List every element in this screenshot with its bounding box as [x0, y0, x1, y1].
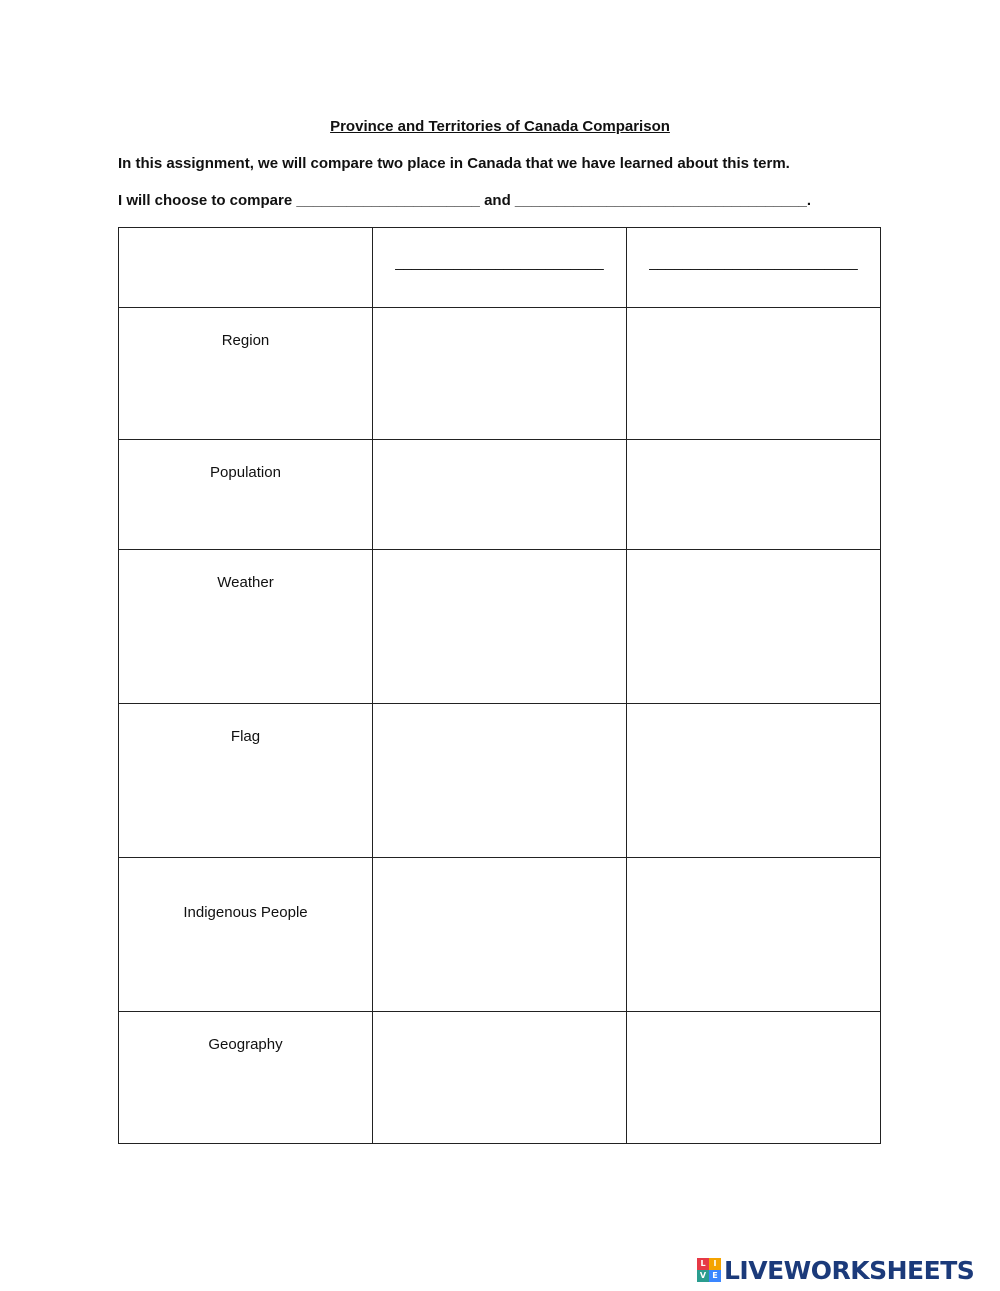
answer-cell-weather-place-one[interactable]: [373, 550, 627, 704]
table-row: [119, 308, 881, 440]
liveworksheets-logo-icon: [697, 1258, 721, 1282]
table-row: [119, 704, 881, 858]
row-label-geography: Geography: [119, 1012, 373, 1144]
answer-cell-population-place-two[interactable]: [627, 440, 881, 550]
table-row: [119, 550, 881, 704]
row-label-indigenous-people: Indigenous People: [119, 858, 373, 1012]
table-row: [119, 1012, 881, 1144]
answer-cell-region-place-two[interactable]: [627, 308, 881, 440]
logo-icon-letter-i: I: [709, 1258, 721, 1270]
row-label-population: Population: [119, 440, 373, 550]
answer-cell-flag-place-one[interactable]: [373, 704, 627, 858]
logo-icon-letter-l: L: [697, 1258, 709, 1270]
comparison-table: [118, 227, 881, 1144]
place-two-blank[interactable]: _________________________: [627, 228, 881, 308]
row-label-flag: Flag: [119, 704, 373, 858]
answer-cell-indigenous-place-two[interactable]: [627, 858, 881, 1012]
liveworksheets-logo-text: LIVEWORKSHEETS: [724, 1255, 975, 1285]
intro-text: In this assignment, we will compare two place in Canada that we have learned about this term.: [118, 155, 790, 172]
table-row: [119, 440, 881, 550]
row-label-region: Region: [119, 308, 373, 440]
answer-cell-geography-place-one[interactable]: [373, 1012, 627, 1144]
answer-cell-flag-place-two[interactable]: [627, 704, 881, 858]
place-one-blank[interactable]: _________________________: [373, 228, 627, 308]
answer-cell-population-place-one[interactable]: [373, 440, 627, 550]
answer-cell-weather-place-two[interactable]: [627, 550, 881, 704]
answer-cell-geography-place-two[interactable]: [627, 1012, 881, 1144]
logo-icon-letter-e: E: [709, 1270, 721, 1282]
worksheet-title: Province and Territories of Canada Comparison: [330, 118, 670, 135]
table-row: [119, 858, 881, 1012]
row-label-weather: Weather: [119, 550, 373, 704]
choose-line: I will choose to compare ______________________ and ___________________________________.: [118, 192, 812, 209]
answer-cell-indigenous-place-one[interactable]: [373, 858, 627, 1012]
liveworksheets-logo: [697, 1256, 974, 1284]
answer-cell-region-place-one[interactable]: [373, 308, 627, 440]
table-header-row: [119, 228, 881, 308]
logo-icon-letter-v: V: [697, 1270, 709, 1282]
header-empty-cell: [119, 228, 373, 308]
